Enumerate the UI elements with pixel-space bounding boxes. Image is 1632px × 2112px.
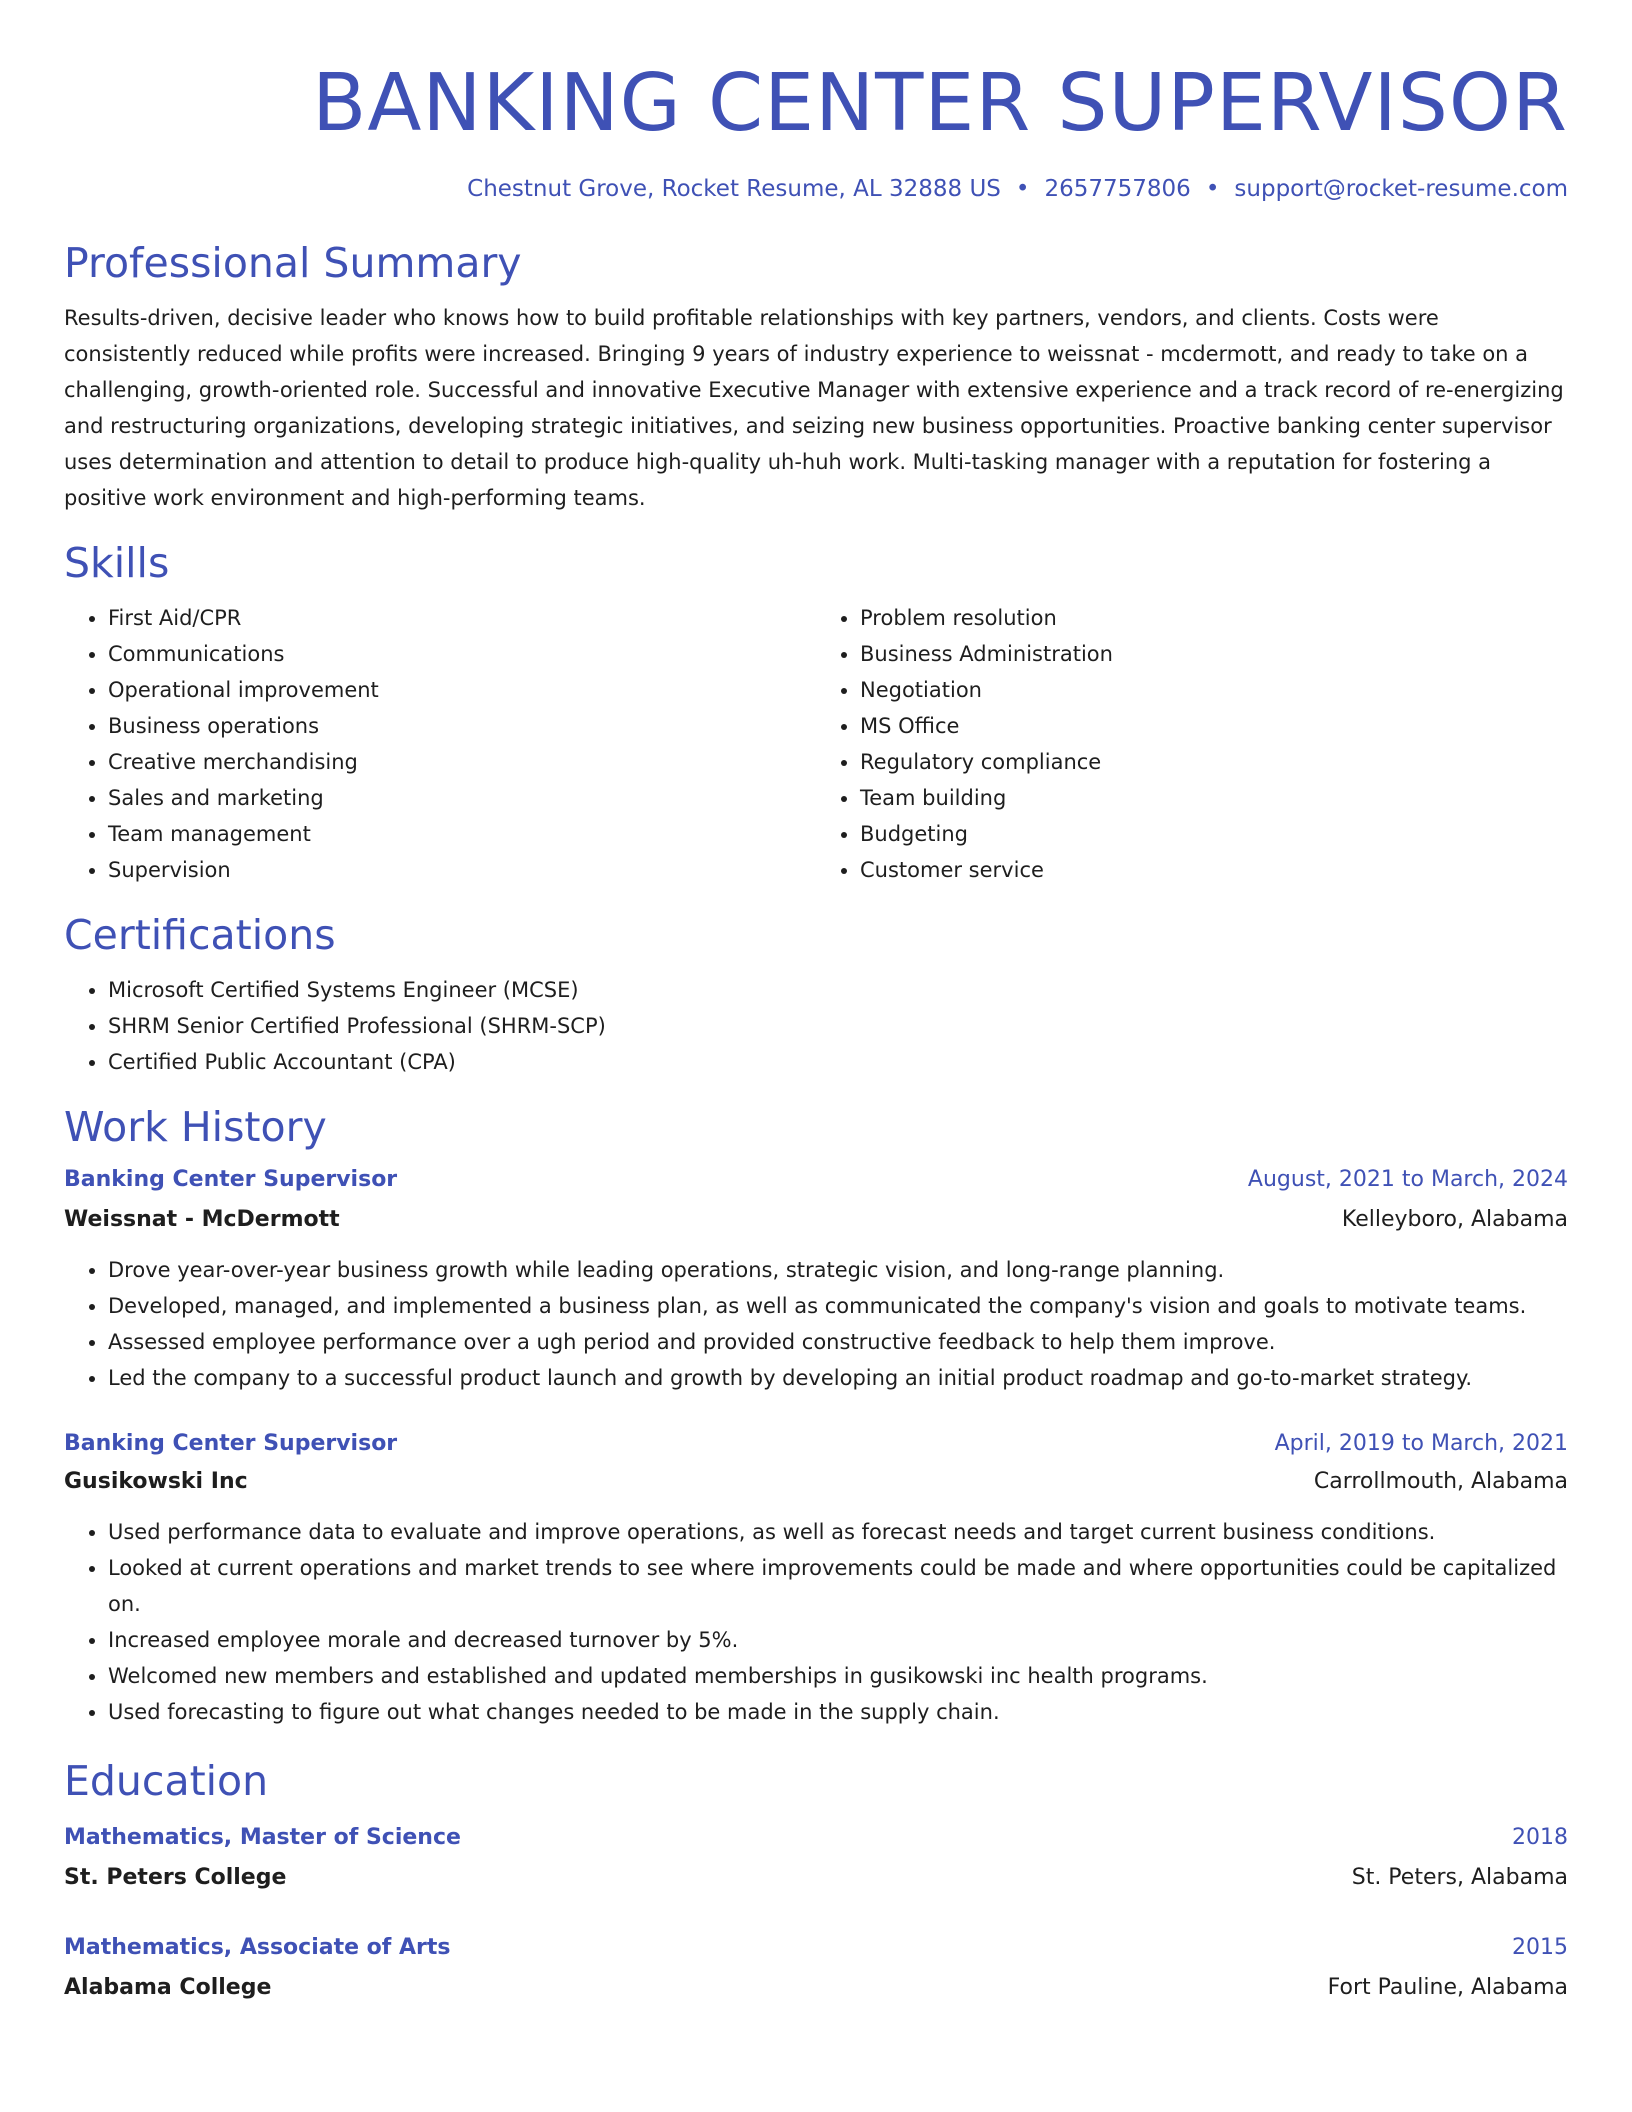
skill-item: • Sales and marketing xyxy=(108,780,816,816)
skill-item: • Operational improvement xyxy=(108,672,816,708)
job-title: Banking Center Supervisor xyxy=(64,1167,398,1192)
job-location: Carrollmouth, Alabama xyxy=(1313,1469,1568,1494)
job-company: Gusikowski Inc xyxy=(64,1469,248,1494)
job-company-row xyxy=(64,1202,1568,1238)
skill-item: • MS Office xyxy=(860,708,1568,744)
skill-item: • Communications xyxy=(108,636,816,672)
job-bullet: • Increased employee morale and decreased turnover by 5%. xyxy=(108,1622,1568,1658)
certification-item: • SHRM Senior Certified Professional (SHRM-SCP) xyxy=(108,1008,1568,1044)
education-school: St. Peters College xyxy=(64,1865,287,1890)
education-year: 2018 xyxy=(1512,1825,1568,1850)
education-degree: Mathematics, Master of Science xyxy=(64,1825,461,1850)
education-degree: Mathematics, Associate of Arts xyxy=(64,1935,451,1960)
education-header xyxy=(64,1820,1568,1856)
education-header xyxy=(64,1930,1568,1966)
skills-list xyxy=(64,600,1568,888)
summary-heading: Professional Summary xyxy=(64,239,522,287)
skill-item: • Business operations xyxy=(108,708,816,744)
education-location: Fort Pauline, Alabama xyxy=(1327,1975,1568,2000)
skill-item: • Supervision xyxy=(108,852,816,888)
skill-item: • Budgeting xyxy=(860,816,1568,852)
education-heading: Education xyxy=(64,1757,269,1805)
skill-item: • Team building xyxy=(860,780,1568,816)
education-school-row xyxy=(64,1970,1568,2006)
education-entry xyxy=(64,1930,1568,2006)
certification-item: • Microsoft Certified Systems Engineer (MCSE) xyxy=(108,972,1568,1008)
skills-column-right xyxy=(816,600,1568,888)
certifications-heading: Certifications xyxy=(64,911,336,959)
education-entry xyxy=(64,1820,1568,1896)
job-location: Kelleyboro, Alabama xyxy=(1341,1207,1568,1232)
certification-item: • Certified Public Accountant (CPA) xyxy=(108,1044,1568,1080)
contact-email[interactable]: support@rocket-resume.com xyxy=(1234,176,1568,202)
separator-dot: • xyxy=(1205,176,1220,202)
education-location: St. Peters, Alabama xyxy=(1351,1865,1568,1890)
separator-dot: • xyxy=(1015,176,1030,202)
skill-item: • Customer service xyxy=(860,852,1568,888)
job-bullet: • Welcomed new members and established and updated memberships in gusikowski inc health programs. xyxy=(108,1658,1568,1694)
job-company-row xyxy=(64,1464,1568,1500)
job-header xyxy=(64,1162,1568,1198)
job-entry xyxy=(64,1426,1568,1730)
skill-item: • Team management xyxy=(108,816,816,852)
education-school-row xyxy=(64,1860,1568,1896)
job-company: Weissnat - McDermott xyxy=(64,1207,340,1232)
skill-item: • First Aid/CPR xyxy=(108,600,816,636)
job-bullet: • Drove year-over-year business growth while leading operations, strategic vision, and long-range planning. xyxy=(108,1252,1568,1288)
job-bullets xyxy=(64,1514,1568,1730)
job-bullet: • Developed, managed, and implemented a business plan, as well as communicated the company's vision and goals to motivate teams. xyxy=(108,1288,1568,1324)
skills-heading: Skills xyxy=(64,539,170,587)
contact-phone: 2657757806 xyxy=(1044,176,1191,202)
skill-item: • Creative merchandising xyxy=(108,744,816,780)
skill-item: • Negotiation xyxy=(860,672,1568,708)
job-header xyxy=(64,1426,1568,1462)
job-bullet: • Led the company to a successful product launch and growth by developing an initial product roadmap and go-to-market strategy. xyxy=(108,1360,1568,1396)
resume-name: BANKING CENTER SUPERVISOR xyxy=(312,57,1568,149)
job-bullet: • Used forecasting to figure out what changes needed to be made in the supply chain. xyxy=(108,1694,1568,1730)
job-entry xyxy=(64,1162,1568,1396)
job-dates: August, 2021 to March, 2024 xyxy=(1247,1167,1568,1192)
skills-column-left xyxy=(64,600,816,888)
education-year: 2015 xyxy=(1512,1935,1568,1960)
skill-item: • Business Administration xyxy=(860,636,1568,672)
contact-line xyxy=(64,172,1568,206)
job-bullet: • Looked at current operations and market trends to see where improvements could be made and where opportunities could be capitalized on. xyxy=(108,1550,1568,1622)
job-title: Banking Center Supervisor xyxy=(64,1431,398,1456)
education-school: Alabama College xyxy=(64,1975,272,2000)
contact-address: Chestnut Grove, Rocket Resume, AL 32888 US xyxy=(467,176,1001,202)
job-bullets xyxy=(64,1252,1568,1396)
certifications-list xyxy=(64,972,1568,1080)
job-bullet: • Used performance data to evaluate and improve operations, as well as forecast needs and target current business conditions. xyxy=(108,1514,1568,1550)
summary-text: Results-driven, decisive leader who knows how to build profitable relationships with key partners, vendors, and clients. Costs were consistently reduced while profits were increased. Bringing 9 years of industry experience to weissnat - mcdermott, and ready to take on a challenging, growth-oriented role. Successful and innovative Executive Manager with extensive experience and a track record of re-energizing and restructuring organizations, developing strategic initiatives, and seizing new business opportunities. Proactive banking center supervisor uses determination and attention to detail to produce high-quality uh-huh work. Multi-tasking manager with a reputation for fostering a positive work environment and high-performing teams. xyxy=(64,306,1564,510)
job-bullet: • Assessed employee performance over a ugh period and provided constructive feedback to help them improve. xyxy=(108,1324,1568,1360)
skill-item: • Regulatory compliance xyxy=(860,744,1568,780)
skill-item: • Problem resolution xyxy=(860,600,1568,636)
job-dates: April, 2019 to March, 2021 xyxy=(1274,1431,1568,1456)
work-history-heading: Work History xyxy=(64,1103,327,1151)
